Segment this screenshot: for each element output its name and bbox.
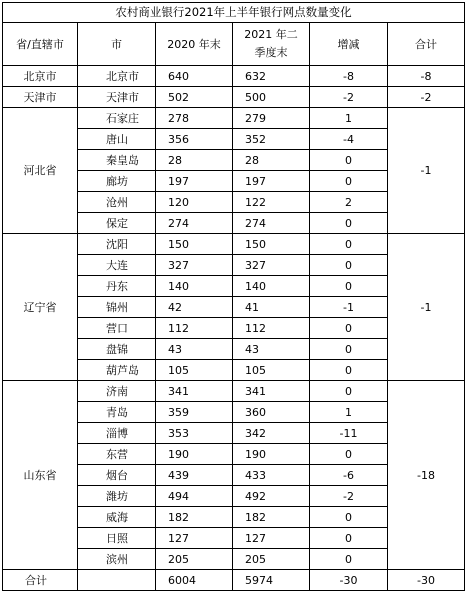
- value-2020-cell: 356: [156, 129, 233, 150]
- value-2020-cell: 182: [156, 507, 233, 528]
- value-2020-cell: 274: [156, 213, 233, 234]
- change-cell: 0: [310, 360, 388, 381]
- value-2021-q2-cell: 492: [233, 486, 310, 507]
- summary-row: [3, 570, 465, 591]
- table-title: 农村商业银行2021年上半年银行网点数量变化: [3, 3, 465, 23]
- value-2021-q2-cell: 360: [233, 402, 310, 423]
- city-cell: 威海: [78, 507, 156, 528]
- value-2020-cell: 43: [156, 339, 233, 360]
- value-2021-q2-cell: 122: [233, 192, 310, 213]
- change-cell: -1: [310, 297, 388, 318]
- city-cell: 秦皇岛: [78, 150, 156, 171]
- header-2021-q2-text: 2021 年二季度末: [244, 28, 298, 59]
- value-2020-cell: 327: [156, 255, 233, 276]
- value-2020-cell: 353: [156, 423, 233, 444]
- province-cell: 河北省: [3, 108, 78, 234]
- value-2021-q2-cell: 500: [233, 87, 310, 108]
- change-cell: 2: [310, 192, 388, 213]
- value-2021-q2-cell: 43: [233, 339, 310, 360]
- value-2020-cell: 140: [156, 276, 233, 297]
- city-cell: 唐山: [78, 129, 156, 150]
- table-row: [3, 108, 465, 129]
- value-2021-q2-cell: 279: [233, 108, 310, 129]
- value-2020-cell: 190: [156, 444, 233, 465]
- value-2021-q2-cell: 182: [233, 507, 310, 528]
- city-cell: 丹东: [78, 276, 156, 297]
- header-city: 市: [78, 23, 156, 66]
- value-2021-q2-cell: 105: [233, 360, 310, 381]
- value-2020-cell: 502: [156, 87, 233, 108]
- table-row: [3, 66, 465, 87]
- city-cell: 大连: [78, 255, 156, 276]
- table-row: [3, 381, 465, 402]
- change-cell: 1: [310, 402, 388, 423]
- header-row: [3, 23, 465, 66]
- city-cell: 廊坊: [78, 171, 156, 192]
- value-2021-q2-cell: 352: [233, 129, 310, 150]
- summary-2020: 6004: [156, 570, 233, 591]
- city-cell: 沈阳: [78, 234, 156, 255]
- summary-label: 合计: [3, 570, 78, 591]
- change-cell: 0: [310, 381, 388, 402]
- change-cell: 0: [310, 276, 388, 297]
- city-cell: 葫芦岛: [78, 360, 156, 381]
- value-2020-cell: 359: [156, 402, 233, 423]
- change-cell: 1: [310, 108, 388, 129]
- city-cell: 潍坊: [78, 486, 156, 507]
- city-cell: 天津市: [78, 87, 156, 108]
- change-cell: -4: [310, 129, 388, 150]
- province-total-cell: -8: [388, 66, 465, 87]
- value-2020-cell: 494: [156, 486, 233, 507]
- value-2021-q2-cell: 150: [233, 234, 310, 255]
- city-cell: 烟台: [78, 465, 156, 486]
- value-2020-cell: 120: [156, 192, 233, 213]
- province-cell: 天津市: [3, 87, 78, 108]
- value-2020-cell: 197: [156, 171, 233, 192]
- header-total: 合计: [388, 23, 465, 66]
- city-cell: 营口: [78, 318, 156, 339]
- city-cell: 锦州: [78, 297, 156, 318]
- value-2020-cell: 127: [156, 528, 233, 549]
- value-2020-cell: 28: [156, 150, 233, 171]
- change-cell: 0: [310, 339, 388, 360]
- city-cell: 淄博: [78, 423, 156, 444]
- change-cell: 0: [310, 507, 388, 528]
- value-2021-q2-cell: 341: [233, 381, 310, 402]
- summary-total: -30: [388, 570, 465, 591]
- value-2021-q2-cell: 127: [233, 528, 310, 549]
- value-2021-q2-cell: 190: [233, 444, 310, 465]
- province-total-cell: -2: [388, 87, 465, 108]
- city-cell: 滨州: [78, 549, 156, 570]
- city-cell: 济南: [78, 381, 156, 402]
- bank-branch-table: [2, 2, 465, 591]
- value-2020-cell: 278: [156, 108, 233, 129]
- city-cell: 日照: [78, 528, 156, 549]
- province-total-cell: -1: [388, 234, 465, 381]
- change-cell: 0: [310, 255, 388, 276]
- value-2021-q2-cell: 342: [233, 423, 310, 444]
- value-2021-q2-cell: 205: [233, 549, 310, 570]
- change-cell: 0: [310, 549, 388, 570]
- province-cell: 辽宁省: [3, 234, 78, 381]
- value-2021-q2-cell: 112: [233, 318, 310, 339]
- value-2021-q2-cell: 28: [233, 150, 310, 171]
- change-cell: 0: [310, 318, 388, 339]
- change-cell: 0: [310, 444, 388, 465]
- change-cell: -2: [310, 87, 388, 108]
- value-2020-cell: 205: [156, 549, 233, 570]
- province-total-cell: -1: [388, 108, 465, 234]
- change-cell: -2: [310, 486, 388, 507]
- summary-city-empty: [78, 570, 156, 591]
- header-2020: 2020 年末: [156, 23, 233, 66]
- province-cell: 山东省: [3, 381, 78, 570]
- city-cell: 北京市: [78, 66, 156, 87]
- value-2020-cell: 640: [156, 66, 233, 87]
- value-2020-cell: 439: [156, 465, 233, 486]
- change-cell: 0: [310, 234, 388, 255]
- value-2021-q2-cell: 197: [233, 171, 310, 192]
- value-2020-cell: 105: [156, 360, 233, 381]
- table-row: [3, 234, 465, 255]
- city-cell: 石家庄: [78, 108, 156, 129]
- province-total-cell: -18: [388, 381, 465, 570]
- header-change: 增减: [310, 23, 388, 66]
- summary-2021-q2: 5974: [233, 570, 310, 591]
- value-2020-cell: 42: [156, 297, 233, 318]
- change-cell: -11: [310, 423, 388, 444]
- value-2021-q2-cell: 274: [233, 213, 310, 234]
- change-cell: -6: [310, 465, 388, 486]
- header-2021-q2: [233, 23, 310, 66]
- summary-change: -30: [310, 570, 388, 591]
- value-2021-q2-cell: 140: [233, 276, 310, 297]
- change-cell: 0: [310, 528, 388, 549]
- change-cell: 0: [310, 213, 388, 234]
- table-row: [3, 87, 465, 108]
- header-province: 省/直辖市: [3, 23, 78, 66]
- change-cell: 0: [310, 171, 388, 192]
- city-cell: 青岛: [78, 402, 156, 423]
- value-2021-q2-cell: 632: [233, 66, 310, 87]
- city-cell: 东营: [78, 444, 156, 465]
- value-2021-q2-cell: 433: [233, 465, 310, 486]
- city-cell: 沧州: [78, 192, 156, 213]
- value-2021-q2-cell: 327: [233, 255, 310, 276]
- value-2020-cell: 150: [156, 234, 233, 255]
- city-cell: 盘锦: [78, 339, 156, 360]
- value-2020-cell: 112: [156, 318, 233, 339]
- value-2021-q2-cell: 41: [233, 297, 310, 318]
- city-cell: 保定: [78, 213, 156, 234]
- value-2020-cell: 341: [156, 381, 233, 402]
- change-cell: 0: [310, 150, 388, 171]
- province-cell: 北京市: [3, 66, 78, 87]
- change-cell: -8: [310, 66, 388, 87]
